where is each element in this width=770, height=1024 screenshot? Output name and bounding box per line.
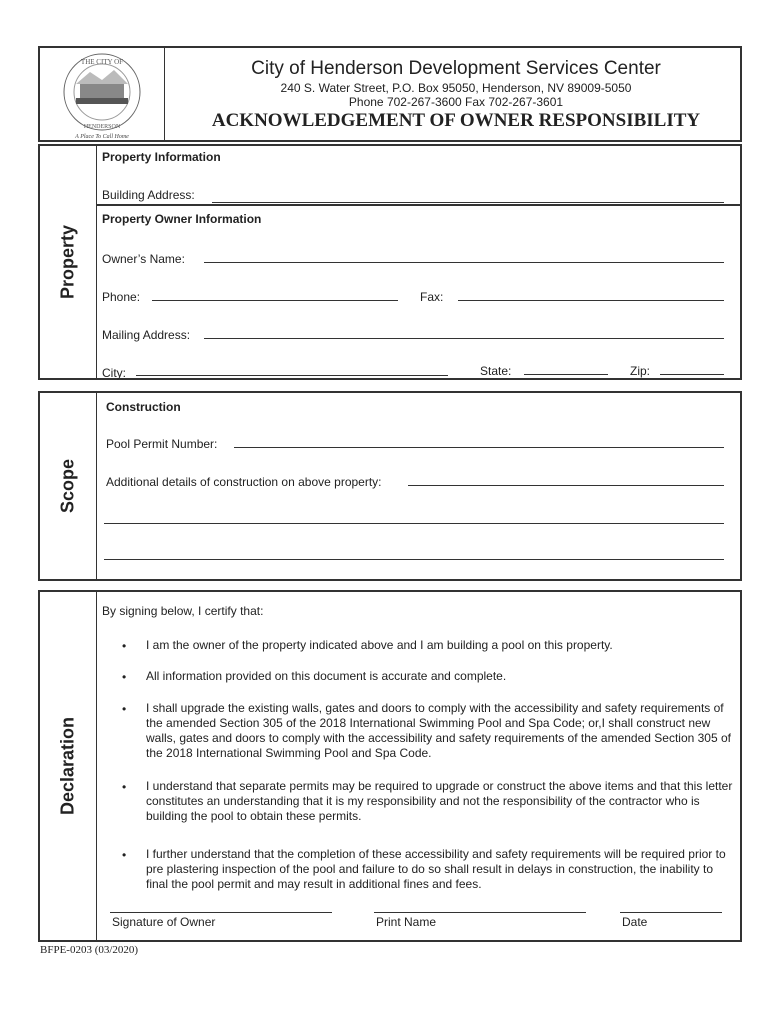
phone-field[interactable] <box>152 300 398 301</box>
building-address-field[interactable] <box>212 202 724 203</box>
declaration-intro: By signing below, I certify that: <box>102 604 264 618</box>
city-label: City: <box>102 366 126 380</box>
signature-owner-label: Signature of Owner <box>112 915 216 929</box>
mailing-address-label: Mailing Address: <box>102 328 191 342</box>
declaration-item-4: I understand that separate permits may be required to upgrade or construct the above items and that this letter constitutes an understanding that it is my responsibility and not the responsibility of the contractor who is building the pool to obtain these permits. <box>146 779 733 823</box>
additional-details-label: Additional details of construction on above property: <box>106 475 382 489</box>
building-address-label: Building Address: <box>102 188 195 202</box>
address-line: 240 S. Water Street, P.O. Box 95050, Henderson, NV 89009-5050 <box>280 81 632 95</box>
document-title: ACKNOWLEDGEMENT OF OWNER RESPONSIBILITY <box>211 110 701 131</box>
svg-text:HENDERSON: HENDERSON <box>83 124 121 130</box>
state-label: State: <box>480 364 512 378</box>
construction-heading: Construction <box>106 400 181 414</box>
city-seal-logo-icon <box>40 48 164 140</box>
city-seal <box>40 48 165 140</box>
additional-details-line-2[interactable] <box>104 523 724 524</box>
scope-side-panel <box>40 393 97 579</box>
city-field[interactable] <box>136 375 448 376</box>
fax-label: Fax: <box>420 290 444 304</box>
print-name-label: Print Name <box>376 915 437 929</box>
property-side-label: Property <box>57 224 78 300</box>
property-info-heading: Property Information <box>102 150 221 164</box>
zip-field[interactable] <box>660 374 724 375</box>
form-code: BFPE-0203 (03/2020) <box>40 944 139 956</box>
pool-permit-field[interactable] <box>234 447 724 448</box>
declaration-side-label: Declaration <box>57 716 78 816</box>
mailing-address-field[interactable] <box>204 338 724 339</box>
signature-owner-field[interactable] <box>110 912 332 913</box>
declaration-side-panel <box>40 592 97 940</box>
bullet-icon: • <box>122 848 127 862</box>
additional-details-field[interactable] <box>408 485 724 486</box>
svg-text:THE CITY OF: THE CITY OF <box>80 58 124 66</box>
zip-label: Zip: <box>630 364 651 378</box>
date-field[interactable] <box>620 912 722 913</box>
property-side-panel <box>40 146 97 378</box>
bullet-icon: • <box>122 670 127 684</box>
scope-side-label: Scope <box>57 458 78 514</box>
phone-label: Phone: <box>102 290 141 304</box>
additional-details-line-3[interactable] <box>104 559 724 560</box>
state-field[interactable] <box>524 374 608 375</box>
header-box <box>38 46 742 142</box>
owner-info-heading: Property Owner Information <box>102 212 262 226</box>
bullet-icon: • <box>122 780 127 794</box>
svg-text:A Place To Call Home: A Place To Call Home <box>75 134 129 140</box>
bullet-icon: • <box>122 702 127 716</box>
scope-section <box>38 391 742 581</box>
print-name-field[interactable] <box>374 912 586 913</box>
owner-name-field[interactable] <box>204 262 724 263</box>
city-title: City of Henderson Development Services Center <box>251 58 661 79</box>
declaration-item-3: I shall upgrade the existing walls, gates and doors to comply with the accessibility and safety requirements of the amended Section 305 of the 2018 International Swimming Pool and Spa Code; or,I shall construct new walls, gates and doors to comply with the accessibility and safety requirements of the amended Section 305 of the 2018 International Swimming Pool and Spa Code. <box>146 701 731 760</box>
divider <box>96 204 740 206</box>
declaration-item-2: All information provided on this document is accurate and complete. <box>146 669 507 683</box>
fax-field[interactable] <box>458 300 724 301</box>
declaration-item-5: I further understand that the completion of these accessibility and safety requirements will be required prior to pre plastering inspection of the pool and failure to do so shall result in delays in construction, the inability to final the pool permit and may result in additional fines and fees. <box>146 847 726 891</box>
owner-name-label: Owner’s Name: <box>102 252 185 266</box>
declaration-item-1: I am the owner of the property indicated above and I am building a pool on this property. <box>146 638 613 652</box>
pool-permit-label: Pool Permit Number: <box>106 437 218 451</box>
phone-line: Phone 702-267-3600 Fax 702-267-3601 <box>348 95 564 109</box>
bullet-icon: • <box>122 639 127 653</box>
property-section <box>38 144 742 380</box>
date-label: Date <box>622 915 648 929</box>
